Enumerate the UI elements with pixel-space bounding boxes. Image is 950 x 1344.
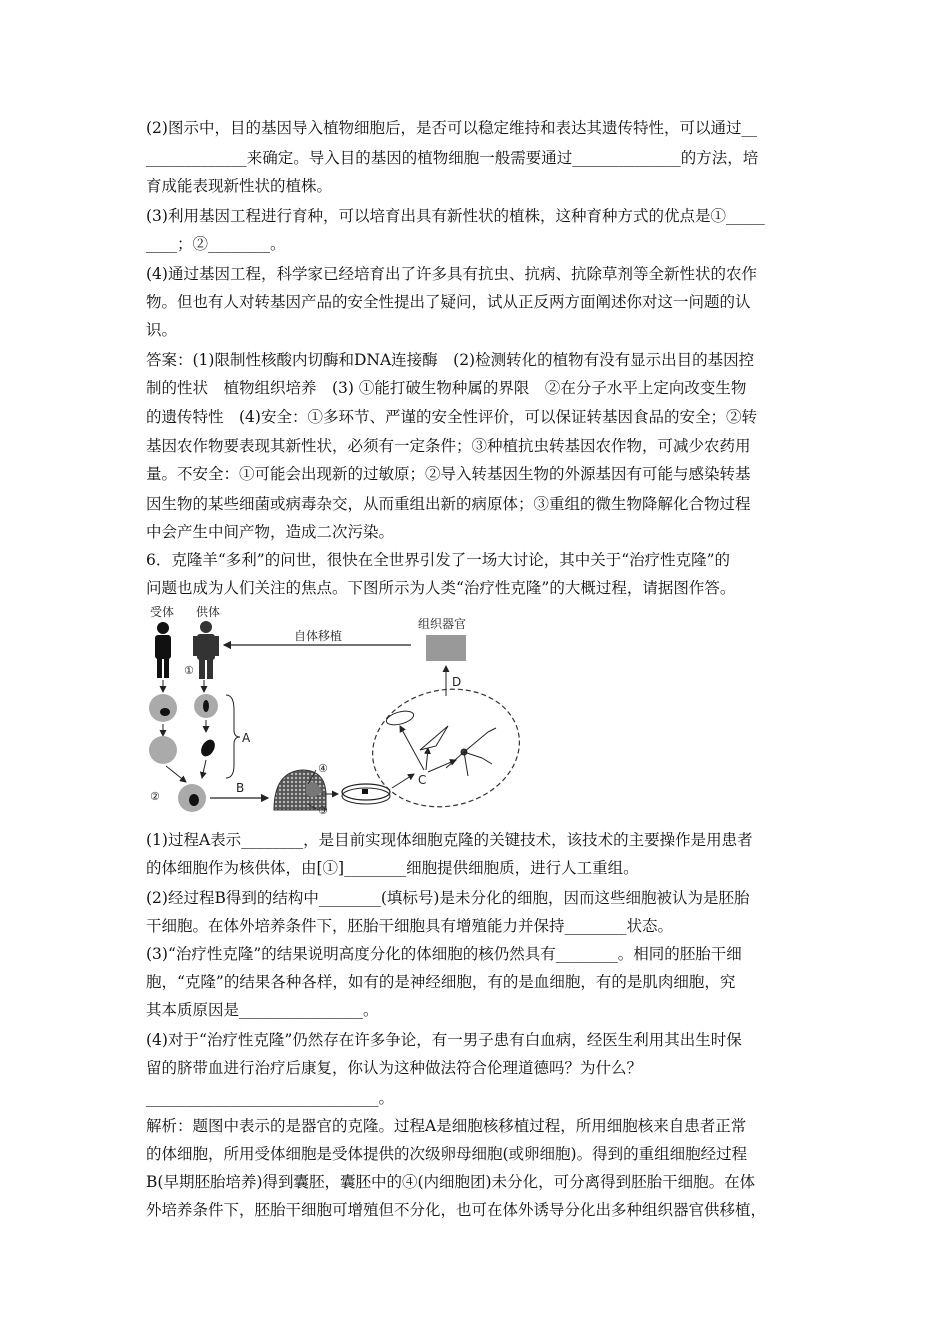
sub-question-1-line-1: (1)过程A表示________，是目前实现体细胞克隆的关键技术，该技术的主要操作是用患者 bbox=[146, 831, 753, 849]
question-6-stem-line-2: 问题也成为人们关注的焦点。下图所示为人类“治疗性克隆”的大概过程，请据图作答。 bbox=[146, 579, 736, 597]
explanation-line-3: B(早期胚胎培养)得到囊胚，囊胚中的④(内细胞团)未分化，可分离得到胚胎干细胞。在体 bbox=[146, 1173, 756, 1191]
question-2-line-2: _____________来确定。导入目的基因的植物细胞一般需要通过______________的方法，培 bbox=[146, 149, 759, 167]
process-d-label: D bbox=[452, 675, 462, 689]
process-a-label: A bbox=[242, 731, 251, 745]
answer-line-6: 因生物的某些细菌或病毒杂交，从而重组出新的病原体；③重组的微生物降解化合物过程 bbox=[146, 495, 751, 513]
muscle-cell bbox=[420, 726, 448, 750]
recipient-label: 受体 bbox=[150, 605, 175, 619]
sub-question-3-line-3: 其本质原因是________________。 bbox=[146, 1001, 379, 1019]
enucleated-egg-cell bbox=[149, 736, 177, 764]
process-c-label: C bbox=[418, 773, 427, 787]
sub-question-4-line-1: (4)对于“治疗性克隆”仍然存在许多争论，有一男子患有白血病，经医生利用其出生时保 bbox=[146, 1031, 742, 1049]
process-a-brace bbox=[226, 695, 240, 778]
explanation-line-1: 解析：题图中表示的是器官的克隆。过程A是细胞核移植过程，所用细胞核来自患者正常 bbox=[146, 1117, 747, 1135]
marker-1-label: ① bbox=[184, 664, 194, 677]
process-b-label: B bbox=[236, 781, 245, 795]
answer-line-7: 中会产生中间产物，造成二次污染。 bbox=[146, 523, 395, 541]
answer-line-2: 制的性状 植物组织培养 (3) ①能打破生物种属的界限 ②在分子水平上定向改变生物 bbox=[146, 379, 747, 397]
answer-line-4: 基因农作物要表现其新性状，必须有一定条件；③种植抗虫转基因农作物，可减少农药用 bbox=[146, 437, 751, 455]
recombined-cell bbox=[178, 784, 206, 812]
explanation-line-2: 的体细胞，所用受体细胞是受体提供的次级卵母细胞(或卵细胞)。得到的重组细胞经过程 bbox=[146, 1145, 748, 1163]
sub-question-4-line-2: 留的脐带血进行治疗后康复，你认为这种做法符合伦理道德吗？为什么？ bbox=[146, 1059, 643, 1077]
sub-question-1-line-2: 的体细胞作为核供体，由[①]________细胞提供细胞质，进行人工重组。 bbox=[146, 859, 639, 877]
answer-line-1: 答案：(1)限制性核酸内切酶和DNA连接酶 (2)检测转化的植物有没有显示出目的基因控 bbox=[146, 351, 755, 369]
sub-question-3-line-2: 胞，“克隆”的结果各种各样，如有的是神经细胞，有的是血细胞，有的是肌肉细胞，究 bbox=[146, 973, 736, 991]
autologous-transplant-label: 自体移植 bbox=[294, 629, 343, 643]
answer-line-5: 量。不安全：①可能会出现新的过敏原；②导入转基因生物的外源基因有可能与感染转基 bbox=[146, 465, 751, 483]
recipient-egg-cell bbox=[149, 694, 177, 722]
answer-line-3: 的遗传特性 (4)安全：①多环节、严谨的安全性评价，可以保证转基因食品的安全；②转 bbox=[146, 408, 757, 426]
cloning-diagram-svg bbox=[146, 600, 596, 815]
question-2-line-1: (2)图示中，目的基因导入植物细胞后，是否可以稳定维持和表达其遗传特性，可以通过__ bbox=[146, 119, 757, 137]
culture-dish bbox=[342, 784, 390, 804]
tissue-organ-label: 组织器官 bbox=[418, 617, 467, 631]
question-3-line-1: (3)利用基因工程进行育种，可以培育出具有新性状的植株，这种育种方式的优点是①_____ bbox=[146, 207, 765, 225]
sub-question-2-line-2: 干细胞。在体外培养条件下，胚胎干细胞具有增殖能力并保持________状态。 bbox=[146, 917, 674, 935]
question-2-line-3: 育成能表现新性状的植株。 bbox=[146, 177, 333, 195]
recipient-person-icon bbox=[155, 622, 171, 678]
blood-cell bbox=[385, 709, 415, 728]
question-4-line-1: (4)通过基因工程，科学家已经培育出了许多具有抗虫、抗病、抗除草剂等全新性状的农作 bbox=[146, 265, 757, 283]
donor-person-icon bbox=[193, 621, 219, 679]
donor-nucleus bbox=[198, 737, 217, 759]
sub-question-4-line-3: ______________________________。 bbox=[146, 1089, 395, 1107]
nerve-cell bbox=[446, 728, 496, 776]
sub-question-2-line-1: (2)经过程B得到的结构中________(填标号)是未分化的细胞，因而这些细胞被认为是胚胎 bbox=[146, 889, 750, 907]
question-6-stem-line-1: 6．克隆羊“多利”的问世，很快在全世界引发了一场大讨论，其中关于“治疗性克隆”的 bbox=[146, 551, 731, 569]
question-3-line-2: ____；②________。 bbox=[146, 235, 286, 253]
organ-box bbox=[426, 635, 466, 661]
donor-label: 供体 bbox=[196, 605, 221, 619]
cloning-diagram bbox=[146, 600, 596, 815]
question-4-line-2: 物。但也有人对转基因产品的安全性提出了疑问，试从正反两方面阐述你对这一问题的认 bbox=[146, 293, 751, 311]
marker-4-label: ④ bbox=[318, 762, 328, 775]
marker-3-label: ③ bbox=[318, 804, 328, 815]
marker-2-label: ② bbox=[150, 790, 160, 803]
donor-cell bbox=[194, 694, 218, 718]
question-4-line-3: 识。 bbox=[146, 321, 178, 339]
sub-question-3-line-1: (3)“治疗性克隆”的结果说明高度分化的体细胞的核仍然具有________。相同的胚胎干细 bbox=[146, 945, 742, 963]
explanation-line-4: 外培养条件下，胚胎干细胞可增殖但不分化，也可在体外诱导分化出多种组织器官供移植， bbox=[146, 1201, 767, 1219]
